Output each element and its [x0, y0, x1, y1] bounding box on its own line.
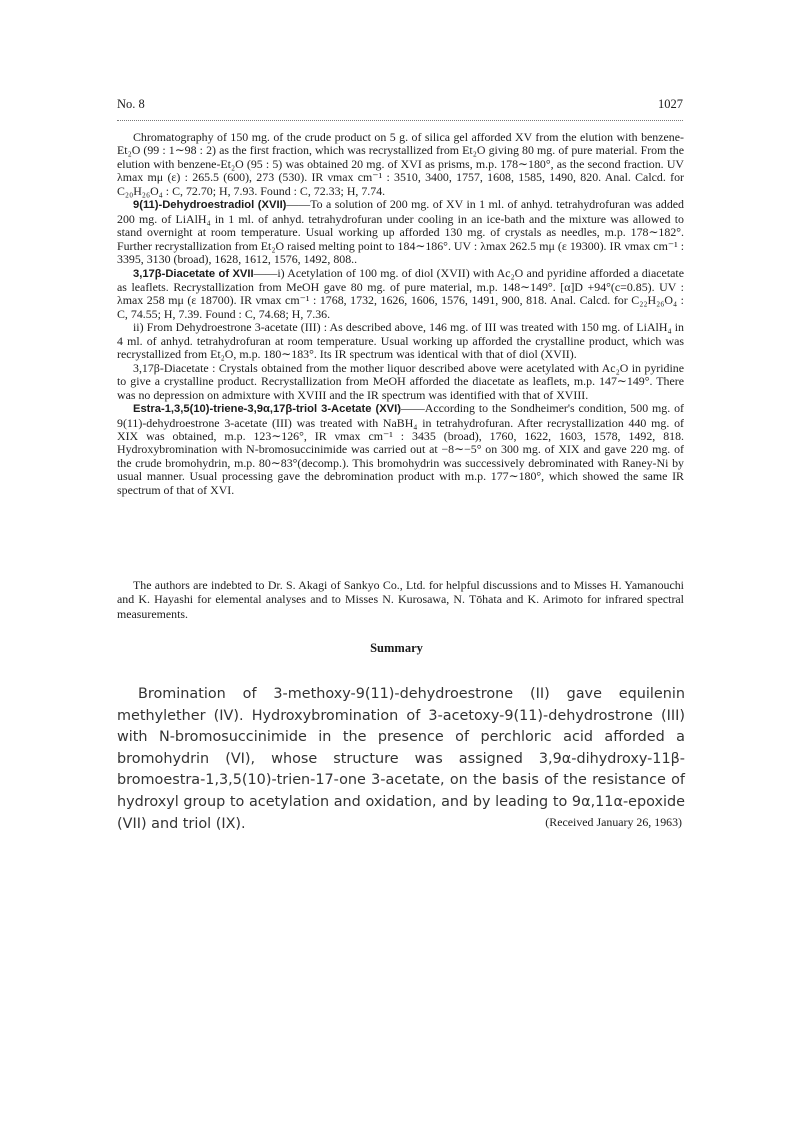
paragraph-dehydroestradiol: 9(11)-Dehydroestradiol (XVII)——To a solution of 200 mg. of XV in 1 ml. of anhyd. tetrahydrofuran was added 200 mg. of LiAlH₄ in 1 ml. of anhyd. tetrahydrofuran under cooling in an ice-bath and the mixture was allowed to stand overnight at room temperature. Usual working up afforded 130 mg. of crystals as needles, m.p. 178∼182°. Further recrystallization from Et₂O raised melting point to 184∼186°. UV : λmax 262.5 mμ (ε 19300). IR νmax cm⁻¹ : 3395, 3130 (broad), 1628, 1612, 1576, 1492, 808.. [117, 197, 685, 267]
paragraph-diacetate-mother-liquor: 3,17β-Diacetate : Crystals obtained from the mother liquor described above were acetylated with Ac₂O in pyridine to give a crystalline product. Recrystallization from MeOH afforded the diacetate as leaflets, m.p. 147∼149°. There was no depression on admixture with XVIII and the IR spectrum was identified with that of XVIII. [117, 360, 684, 402]
summary-text: Bromination of 3-methoxy-9(11)-dehydroestrone (II) gave equilenin methylether (IV). Hydroxybromination of 3-acetoxy-9(11)-dehydrostrone (III) with N-bromosuccinimide in the presence of perchloric acid afforded a bromohydrin (VI), whose structure was assigned 3,9α-dihydroxy-11β-bromoestra-1,3,5(10)-trien-17-one 3-acetate, on the basis of the resistance of hydroxyl group to acetylation and oxidation, and by leading to 9α,11α-epoxide (VII) and triol (IX). [117, 686, 685, 832]
page-number: 1027 [658, 97, 683, 111]
received-date: (Received January 26, 1963) [545, 815, 682, 829]
paragraph-from-dehydroestrone: ii) From Dehydroestrone 3-acetate (III) : As described above, 146 mg. of III was treated with 150 mg. of LiAlH₄ in 4 ml. of anhyd. tetrahydrofuran at room temperature. Usual working up afforded the crystalline product, which was recrystallized from Et₂O, m.p. 180∼183°. Its IR spectrum was identical with that of diol (XVII). [117, 320, 684, 362]
page-header [117, 97, 683, 117]
paragraph-heading: 3,17β-Diacetate of XVII [133, 267, 254, 280]
experimental-section [117, 131, 684, 497]
acknowledgement: The authors are indebted to Dr. S. Akagi of Sankyo Co., Ltd. for helpful discussions and to Misses H. Yamanouchi and K. Hayashi for elemental analyses and to Misses N. Kurosawa, N. Tōhata and K. Arimoto for infrared spectral measurements. [117, 578, 684, 621]
paragraph-diacetate: 3,17β-Diacetate of XVII——i) Acetylation of 100 mg. of diol (XVII) with Ac₂O and pyridine afforded a diacetate as leaflets. Recrystallization from MeOH gave 80 mg. of pure material, m.p. 148∼149°. [α]D +94°(c=0.85). UV : λmax 258 mμ (ε 18700). IR νmax cm⁻¹ : 1768, 1732, 1626, 1606, 1576, 1491, 900, 818. Anal. Calcd. for C₂₂H₂₆O₄ : C, 74.55; H, 7.39. Found : C, 74.68; H, 7.36. [117, 265, 684, 321]
paragraph-heading: Estra-1,3,5(10)-triene-3,9α,17β-triol 3-Acetate (XVI) [133, 403, 401, 416]
issue-number: No. 8 [117, 97, 145, 111]
header-rule [117, 120, 683, 121]
paragraph-chromatography: Chromatography of 150 mg. of the crude product on 5 g. of silica gel afforded XV from the elution with benzene-Et₂O (99 : 1∼98 : 2) as the first fraction, which was recrystallized from Et₂O giving 80 mg. of pure material. From the elution with benzene-Et₂O (95 : 5) was obtained 20 mg. of XVI as prisms, m.p. 178∼180°, as the second fraction. UV λmax mμ (ε) : 265.5 (600), 273 (530). IR νmax cm⁻¹ : 3510, 3400, 1757, 1608, 1585, 1490, 820. Anal. Calcd. for C₂₀H₂₆O₄ : C, 72.70; H, 7.93. Found : C, 72.33; H, 7.74. [117, 130, 684, 198]
paragraph-triol-acetate: Estra-1,3,5(10)-triene-3,9α,17β-triol 3-Acetate (XVI)——According to the Sondheimer's condition, 500 mg. of 9(11)-dehydroestrone 3-acetate (III) was treated with NaBH₄ in tetrahydrofuran. After recrystallization 440 mg. of XIX was obtained, m.p. 123∼126°, IR νmax cm⁻¹ : 3435 (broad), 1760, 1622, 1603, 1578, 1492, 818. Hydroxybromination with N-bromosuccinimide was carried out at −8∼−5° on 300 mg. of XIX and gave 220 mg. of the crude bromohydrin, m.p. 80∼83°(decomp.). This bromohydrin was successively debrominated with Raney-Ni by usual manner. Usual processing gave the debromination product with m.p. 177∼180°, which showed the same IR spectrum of that of XVI. [117, 401, 684, 497]
paragraph-heading: 9(11)-Dehydroestradiol (XVII) [133, 199, 287, 212]
summary-heading: Summary [370, 641, 423, 655]
